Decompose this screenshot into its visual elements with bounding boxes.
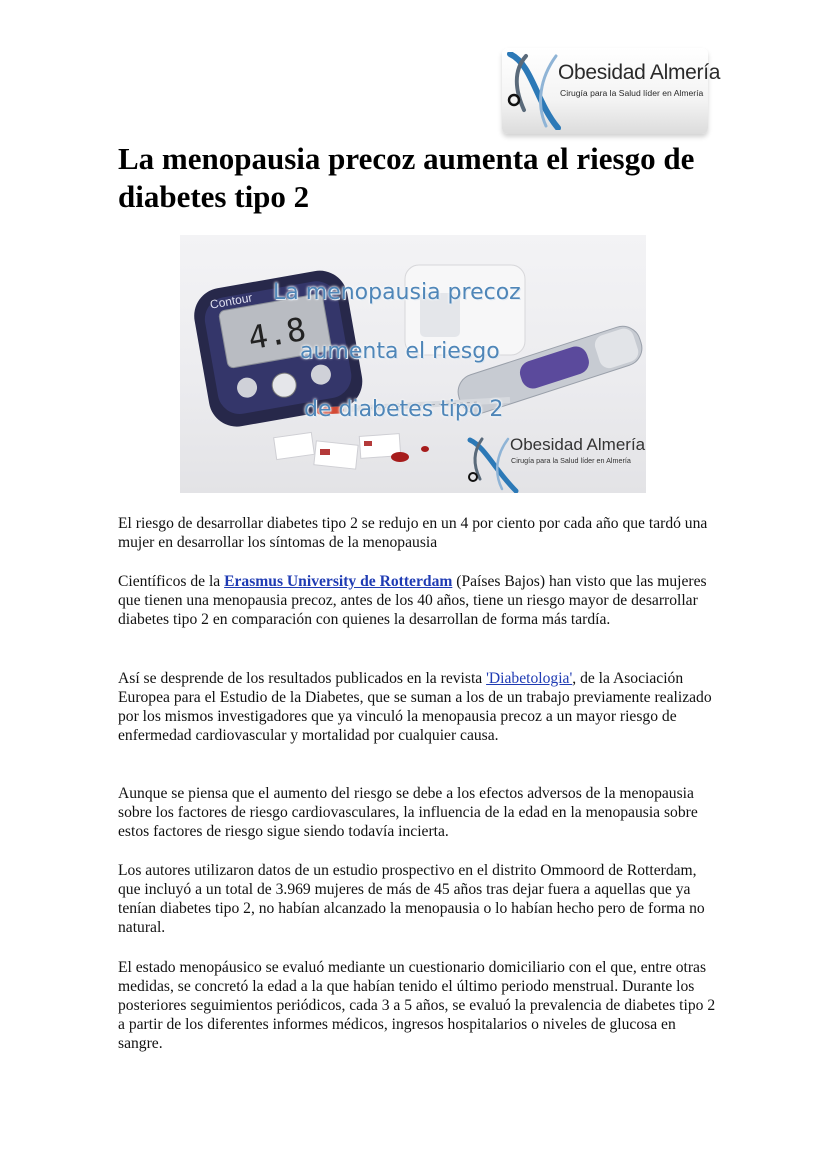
site-logo[interactable] — [502, 48, 721, 134]
article-title: La menopausia precoz aumenta el riesgo de diabetes tipo 2 — [118, 141, 695, 214]
article-paragraph-2 — [118, 572, 718, 629]
erasmus-university-link[interactable]: Erasmus University de Rotterdam — [224, 573, 453, 590]
diabetologia-link[interactable]: 'Diabetologia' — [486, 670, 573, 687]
hero-caption-line-1: La menopausia precoz — [273, 280, 521, 305]
article-paragraph-6: El estado menopáusico se evaluó mediante un cuestionario domiciliario con el que, entre otras medidas, se concretó la edad a la que habían tenido el último periodo menstrual. Durante los posteriores seguimientos periódicos, cada 3 a 5 años, se evaluó la prevalencia de diabetes tipo 2 a partir de los diferentes informes médicos, ingresos hospitalarios o niveles de glucosa en sangre. — [118, 959, 716, 1052]
hero-logo-name: Obesidad Almería — [510, 435, 646, 454]
logo-tagline: Cirugía para la Salud líder en Almería — [560, 88, 704, 98]
paragraph-2-body: (Países Bajos) han visto que las mujeres que tienen una menopausia precoz, antes de los 40 años, tiene un riesgo mayor de desarrollar diabetes tipo 2 en comparación con quienes la desarrollan de forma más tardía. — [118, 573, 707, 628]
hero-caption-line-3: de diabetes tipo 2 — [304, 397, 504, 422]
paragraph-2-intro: Científicos de la — [118, 573, 225, 590]
logo-name: Obesidad Almería — [558, 61, 721, 84]
paragraph-3-body: , de la Asociación Europea para el Estudio de la Diabetes, que se suman a los de un trabajo previamente realizado por los mismos investigadores que ya vinculó la menopausia precoz a un mayor riesgo de enfermedad cardiovascular y mortalidad por cualquier causa. — [118, 670, 712, 744]
article-paragraph-5: Los autores utilizaron datos de un estudio prospectivo en el distrito Ommoord de Rotterdam, que incluyó a un total de 3.969 mujeres de más de 45 años tras dejar fuera a aquellas que ya tenían diabetes tipo 2, no habían alcanzado la menopausia o lo habían hecho pero de forma no natural. — [118, 862, 705, 936]
article-paragraph-4: Aunque se piensa que el aumento del riesgo se debe a los efectos adversos de la menopausia sobre los factores de riesgo cardiovasculares, la influencia de la edad en la menopausia sobre estos factores de riesgo sigue siendo todavía incierta. — [118, 785, 698, 840]
hero-logo-tagline: Cirugía para la Salud líder en Almería — [511, 456, 631, 465]
hero-caption-line-2: aumenta el riesgo — [300, 339, 500, 364]
hero-image — [180, 235, 646, 493]
meter-reading: 4.8 — [245, 309, 309, 358]
paragraph-3-intro: Así se desprende de los resultados publicados en la revista — [118, 670, 487, 687]
article-paragraph-1: El riesgo de desarrollar diabetes tipo 2 se redujo en un 4 por ciento por cada año que tardó una mujer en desarrollar los síntomas de la menopausia — [118, 515, 708, 551]
article-paragraph-3 — [118, 669, 718, 745]
meter-brand: Contour — [208, 290, 254, 312]
logo-mark-icon — [506, 52, 562, 130]
